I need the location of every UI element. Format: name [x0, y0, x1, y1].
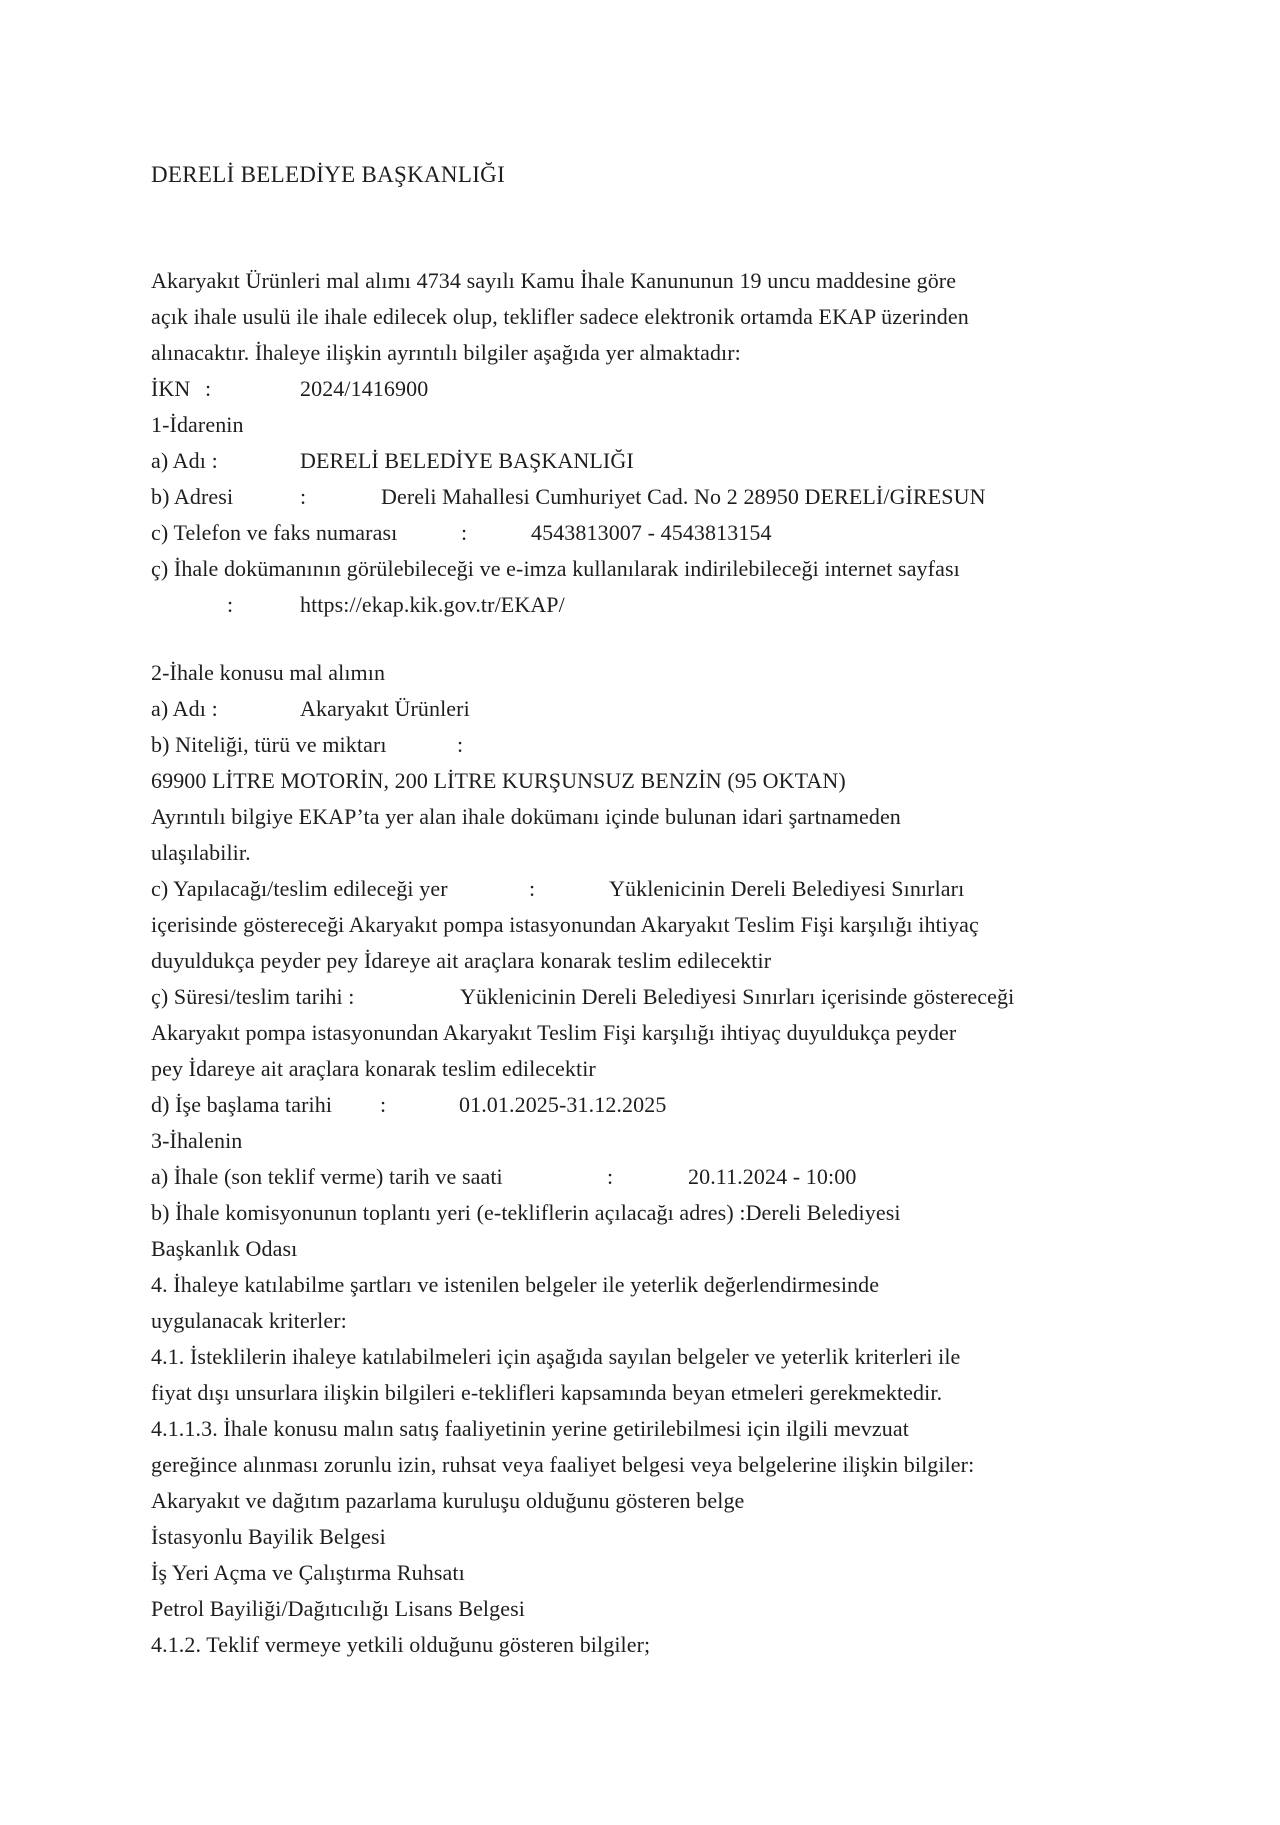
delivery-place-line: duyuldukça peyder pey İdareye ait araçlara konarak teslim edilecektir [151, 948, 772, 973]
delivery-duration-label: ç) Süresi/teslim tarihi : [151, 984, 355, 1009]
delivery-duration-line: Akaryakıt pompa istasyonundan Akaryakıt Teslim Fişi karşılığı ihtiyaç duyuldukça peyder [151, 1020, 957, 1045]
tender-date-label: a) İhale (son teklif verme) tarih ve saati [151, 1164, 503, 1189]
admin-web-value: https://ekap.kik.gov.tr/EKAP/ [300, 592, 565, 617]
item-detail-line: Ayrıntılı bilgiye EKAP’ta yer alan ihale dokümanı içinde bulunan idari şartnameden [151, 804, 901, 829]
delivery-place-line: içerisinde göstereceği Akaryakıt pompa istasyonundan Akaryakıt Teslim Fişi karşılığı ihtiyaç [151, 912, 979, 937]
admin-name-value: DERELİ BELEDİYE BAŞKANLIĞI [300, 448, 634, 473]
item-quantity-label: b) Niteliği, türü ve miktarı [151, 732, 387, 757]
required-document: İstasyonlu Bayilik Belgesi [151, 1524, 386, 1549]
section-3-title: 3-İhalenin [151, 1128, 243, 1153]
start-date-separator: : [380, 1092, 387, 1117]
document-heading: DERELİ BELEDİYE BAŞKANLIĞI [151, 162, 506, 187]
delivery-duration-value: Yüklenicinin Dereli Belediyesi Sınırları içerisinde göstereceği [460, 984, 1015, 1009]
start-date-label: d) İşe başlama tarihi [151, 1092, 333, 1117]
ikn-value: 2024/1416900 [300, 376, 429, 401]
tender-date-value: 20.11.2024 - 10:00 [688, 1164, 857, 1189]
required-document: Petrol Bayiliği/Dağıtıcılığı Lisans Belgesi [151, 1596, 525, 1621]
required-document: İş Yeri Açma ve Çalıştırma Ruhsatı [151, 1560, 465, 1585]
intro-line: açık ihale usulü ile ihale edilecek olup, teklifler sadece elektronik ortamda EKAP üzerinden [151, 304, 969, 329]
admin-address-value: Dereli Mahallesi Cumhuriyet Cad. No 2 28950 DERELİ/GİRESUN [381, 484, 986, 509]
clause-4-1-1-3-line: 4.1.1.3. İhale konusu malın satış faaliyetinin yerine getirilebilmesi için ilgili mevzuat [151, 1416, 909, 1441]
clause-4-1-line: fiyat dışı unsurlara ilişkin bilgileri e-teklifleri kapsamında beyan etmeleri gerekmektedir. [151, 1380, 943, 1405]
tender-date-separator: : [607, 1164, 614, 1189]
ikn-separator: : [205, 376, 212, 401]
item-quantity-value: 69900 LİTRE MOTORİN, 200 LİTRE KURŞUNSUZ BENZİN (95 OKTAN) [151, 768, 846, 793]
item-detail-line: ulaşılabilir. [151, 840, 251, 865]
item-quantity-separator: : [457, 732, 464, 757]
admin-phone-label: c) Telefon ve faks numarası [151, 520, 398, 545]
start-date-value: 01.01.2025-31.12.2025 [459, 1092, 667, 1117]
clause-4-1-1-3-line: gereğince alınması zorunlu izin, ruhsat veya faaliyet belgesi veya belgelerine ilişkin bilgiler: [151, 1452, 975, 1477]
ikn-label: İKN [151, 376, 191, 401]
admin-phone-value: 4543813007 - 4543813154 [531, 520, 772, 545]
section-4-title: 4. İhaleye katılabilme şartları ve istenilen belgeler ile yeterlik değerlendirmesinde [151, 1272, 880, 1297]
admin-name-label: a) Adı : [151, 448, 218, 473]
section-2-title: 2-İhale konusu mal alımın [151, 660, 386, 685]
clause-4-1-line: 4.1. İsteklilerin ihaleye katılabilmeleri için aşağıda sayılan belgeler ve yeterlik kriterleri ile [151, 1344, 961, 1369]
item-name-value: Akaryakıt Ürünleri [300, 696, 470, 721]
delivery-place-separator: : [529, 876, 536, 901]
meeting-place-line: b) İhale komisyonunun toplantı yeri (e-tekliflerin açılacağı adres) :Dereli Belediyesi [151, 1200, 901, 1225]
intro-line: Akaryakıt Ürünleri mal alımı 4734 sayılı Kamu İhale Kanununun 19 uncu maddesine göre [151, 268, 957, 293]
item-name-label: a) Adı : [151, 696, 218, 721]
section-1-title: 1-İdarenin [151, 412, 244, 437]
admin-phone-separator: : [461, 520, 468, 545]
delivery-duration-line: pey İdareye ait araçlara konarak teslim edilecektir [151, 1056, 596, 1081]
admin-web-separator: : [227, 592, 234, 617]
meeting-place-line: Başkanlık Odası [151, 1236, 298, 1261]
required-document: Akaryakıt ve dağıtım pazarlama kuruluşu olduğunu gösteren belge [151, 1488, 745, 1513]
admin-address-label: b) Adresi [151, 484, 234, 509]
section-4-title: uygulanacak kriterler: [151, 1308, 347, 1333]
intro-line: alınacaktır. İhaleye ilişkin ayrıntılı bilgiler aşağıda yer almaktadır: [151, 340, 741, 365]
admin-web-label: ç) İhale dokümanının görülebileceği ve e-imza kullanılarak indirilebileceği internet sayfası [151, 556, 960, 581]
delivery-place-value: Yüklenicinin Dereli Belediyesi Sınırları [609, 876, 965, 901]
clause-4-1-2: 4.1.2. Teklif vermeye yetkili olduğunu gösteren bilgiler; [151, 1632, 651, 1657]
delivery-place-label: c) Yapılacağı/teslim edileceği yer [151, 876, 448, 901]
admin-address-separator: : [300, 484, 307, 509]
